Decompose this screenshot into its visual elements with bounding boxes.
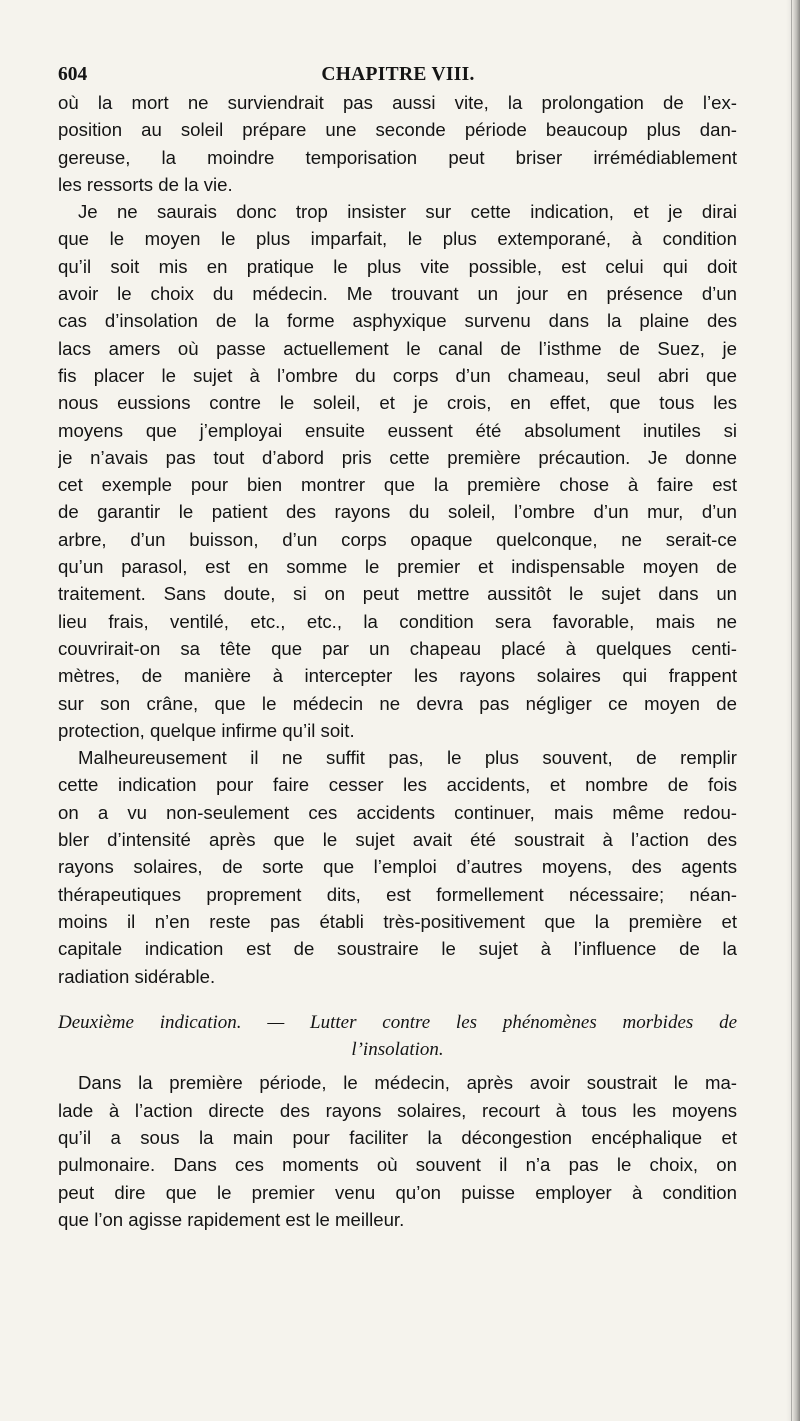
text-line: qu’il soit mis en pratique le plus vite possible, est celui qui doit: [58, 255, 737, 277]
text-line: Je ne saurais donc trop insister sur cette indication, et je dirai: [78, 201, 737, 223]
text-line: je n’avais pas tout d’abord pris cette première précaution. Je donne: [58, 446, 737, 468]
text-line: que l’on agisse rapidement est le meilleur.: [58, 1208, 405, 1230]
page-number: 604: [58, 64, 88, 85]
text-line: gereuse, la moindre temporisation peut briser irrémédiablement: [58, 146, 737, 168]
text-line: où la mort ne surviendrait pas aussi vite, la prolongation de l’ex-: [58, 92, 737, 113]
chapter-title: CHAPITRE VIII.: [321, 64, 475, 85]
text-line: on a vu non-seulement ces accidents continuer, mais même redou-: [58, 801, 737, 823]
text-line: position au soleil prépare une seconde période beaucoup plus dan-: [58, 119, 737, 141]
text-line: couvrirait-on sa tête que par un chapeau placé à quelques centi-: [58, 637, 737, 659]
page-edge-shadow: [786, 0, 800, 1421]
text-line: les ressorts de la vie.: [58, 173, 233, 195]
text-line: moyens que j’employai ensuite eussent été absolument inutiles si: [58, 419, 737, 441]
text-line: qu’un parasol, est en somme le premier et indispensable moyen de: [58, 556, 737, 578]
text-line: Malheureusement il ne suffit pas, le plus souvent, de remplir: [78, 747, 737, 769]
text-line: bler d’intensité après que le sujet avait été soustrait à l’action des: [58, 829, 737, 851]
text-line: lade à l’action directe des rayons solaires, recourt à tous les moyens: [58, 1099, 737, 1121]
text-line: radiation sidérable.: [58, 965, 216, 987]
text-line: lacs amers où passe actuellement le canal de l’isthme de Suez, je: [58, 337, 737, 359]
section-spacer: [58, 990, 737, 1009]
text-line: cas d’insolation de la forme asphyxique survenu dans la plaine des: [58, 310, 737, 332]
text-line: thérapeutiques proprement dits, est formellement nécessaire; néan-: [58, 883, 737, 905]
running-header: [58, 60, 738, 90]
text-line: peut dire que le premier venu qu’on puisse employer à condition: [58, 1181, 737, 1203]
text-line: cet exemple pour bien montrer que la première chose à faire est: [58, 474, 737, 496]
section-heading-continued: l’insolation.: [351, 1039, 444, 1061]
text-line: avoir le choix du médecin. Me trouvant un jour en présence d’un: [58, 283, 737, 305]
text-line: traitement. Sans doute, si on peut mettre aussitôt le sujet dans un: [58, 583, 737, 605]
text-line: rayons solaires, de sorte que l’emploi d’autres moyens, des agents: [58, 856, 737, 878]
text-line: moins il n’en reste pas établi très-positivement que la première et: [58, 910, 737, 932]
text-line: mètres, de manière à intercepter les rayons solaires qui frappent: [58, 665, 737, 687]
text-line: fis placer le sujet à l’ombre du corps d’un chameau, seul abri que: [58, 364, 737, 386]
text-line: capitale indication est de soustraire le sujet à l’influence de la: [58, 938, 737, 960]
page-edge-line: [791, 0, 792, 1421]
text-line: que le moyen le plus imparfait, le plus extemporané, à condition: [58, 228, 737, 250]
text-line: de garantir le patient des rayons du soleil, l’ombre d’un mur, d’un: [58, 501, 737, 523]
text-line: nous eussions contre le soleil, et je crois, en effet, que tous les: [58, 392, 737, 414]
text-line: arbre, d’un buisson, d’un corps opaque quelconque, ne serait-ce: [58, 528, 737, 550]
text-line: protection, quelque infirme qu’il soit.: [58, 719, 355, 741]
text-line: pulmonaire. Dans ces moments où souvent il n’a pas le choix, on: [58, 1154, 737, 1176]
section-heading: Deuxième indication. — Lutter contre les phénomènes morbides de: [58, 1011, 737, 1033]
body-text: [58, 89, 737, 1233]
text-line: qu’il a sous la main pour faciliter la décongestion encéphalique et: [58, 1126, 737, 1148]
text-line: sur son crâne, que le médecin ne devra pas négliger ce moyen de: [58, 692, 737, 714]
text-line: lieu frais, ventilé, etc., etc., la condition sera favorable, mais ne: [58, 610, 737, 632]
text-line: cette indication pour faire cesser les accidents, et nombre de fois: [58, 774, 737, 796]
text-line: Dans la première période, le médecin, après avoir soustrait le ma-: [78, 1072, 737, 1094]
